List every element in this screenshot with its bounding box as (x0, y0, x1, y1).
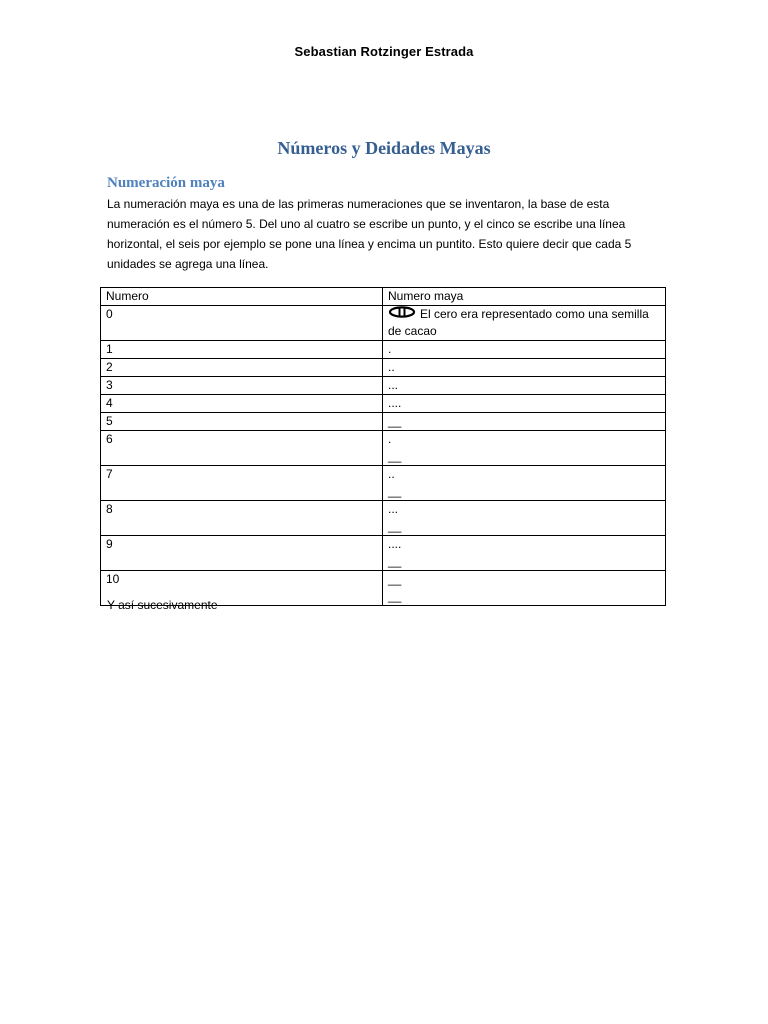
number-cell: 8 (101, 501, 383, 536)
number-cell: 7 (101, 466, 383, 501)
maya-cell (383, 413, 666, 431)
maya-symbol: .... (388, 396, 402, 411)
table-row (101, 536, 666, 571)
maya-symbol-bar: __ (388, 484, 402, 499)
maya-symbol-bar: __ (388, 589, 402, 604)
maya-cell (383, 306, 666, 341)
table-row (101, 359, 666, 377)
section-heading: Numeración maya (107, 175, 225, 191)
number-cell: 2 (101, 359, 383, 377)
table-header-row (101, 288, 666, 306)
maya-symbol-dots: .. (388, 467, 395, 482)
table-row (101, 413, 666, 431)
maya-cell (383, 359, 666, 377)
maya-cell (383, 395, 666, 413)
number-cell: 6 (101, 431, 383, 466)
number-cell: 1 (101, 341, 383, 359)
author-name: Sebastian Rotzinger Estrada (294, 44, 474, 59)
maya-symbol-bar: __ (388, 519, 402, 534)
number-cell: 5 (101, 413, 383, 431)
maya-symbol: .. (388, 360, 395, 375)
maya-cell (383, 341, 666, 359)
table-header-number: Numero (101, 288, 383, 306)
number-cell: 9 (101, 536, 383, 571)
number-cell: 0 (101, 306, 383, 341)
maya-symbol-bar: __ (388, 449, 402, 464)
zero-description: El cero era representado como una semilla de cacao (388, 307, 649, 339)
maya-number-table (100, 287, 666, 606)
table-row (101, 341, 666, 359)
table-row (101, 466, 666, 501)
maya-cell (383, 431, 666, 466)
document-title: Números y Deidades Mayas (277, 138, 491, 158)
maya-cell (383, 466, 666, 501)
number-cell: 4 (101, 395, 383, 413)
maya-cell (383, 571, 666, 606)
maya-cell (383, 536, 666, 571)
maya-symbol: ... (388, 378, 399, 393)
table-row (101, 306, 666, 341)
maya-cell (383, 377, 666, 395)
table-row (101, 431, 666, 466)
section-paragraph: La numeración maya es una de las primeras numeraciones que se inventaron, la base de esta numeración es el número 5. Del uno al cuatro se escribe un punto, y el cinco se escribe una línea horizontal, el seis por ejemplo se pone una línea y encima un puntito. Esto quiere decir que cada 5 unidades se agrega una línea. (107, 197, 632, 271)
maya-symbol-bar: __ (388, 572, 402, 587)
maya-symbol-bar: __ (388, 554, 402, 569)
table-header-maya: Numero maya (383, 288, 666, 306)
maya-symbol: . (388, 342, 392, 357)
footer-note: Y así sucesivamente (107, 598, 218, 612)
cacao-seed-icon (388, 306, 416, 323)
table-row (101, 501, 666, 536)
maya-symbol-dots: . (388, 432, 392, 447)
table-row (101, 395, 666, 413)
maya-symbol-dots: ... (388, 502, 399, 517)
maya-symbol: __ (388, 414, 402, 429)
maya-symbol-dots: .... (388, 537, 402, 552)
number-cell: 3 (101, 377, 383, 395)
table-row (101, 377, 666, 395)
number-cell: 10 (101, 571, 383, 606)
maya-cell (383, 501, 666, 536)
